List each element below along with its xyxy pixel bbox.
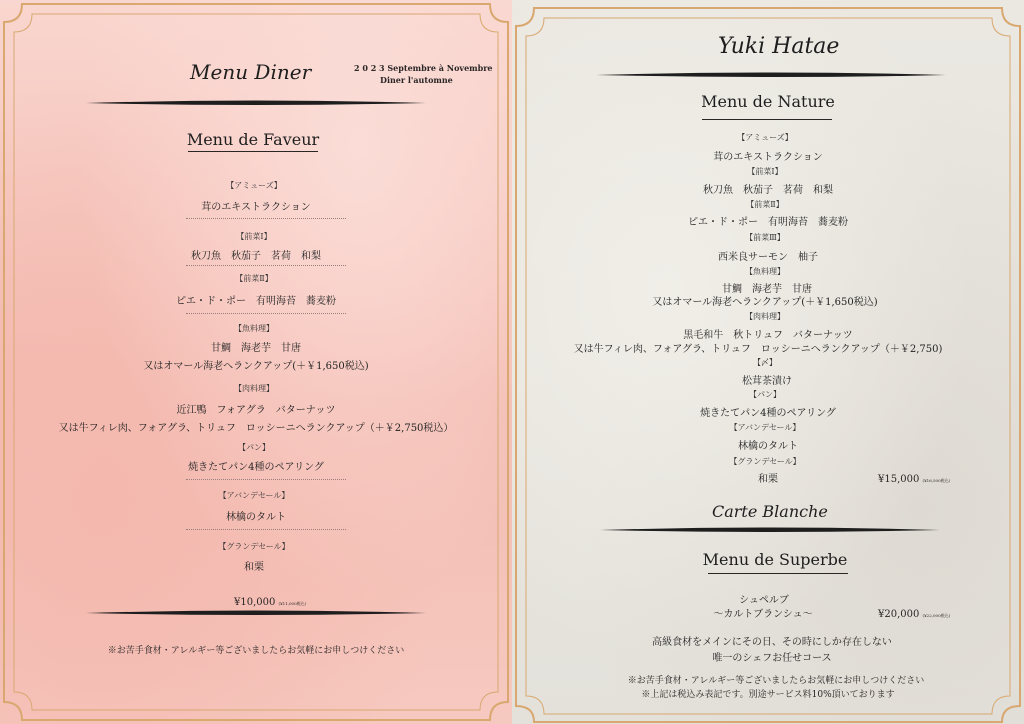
price-value: ¥20,000	[878, 609, 920, 620]
price-tax-included: (¥22,000税込)	[922, 613, 951, 618]
course-item: 西米良サーモン 柚子	[718, 252, 818, 263]
course-category: 【前菜Ⅰ】	[747, 167, 783, 176]
course-item: ピエ・ド・ポー 有明海苔 蕎麦粉	[176, 296, 336, 307]
course-item: 焼きたてパン4種のペアリング	[188, 462, 324, 473]
superbe-subtitle: ～カルトブランシュ～	[713, 609, 813, 620]
course-item-upgrade: 又は牛フィレ肉、フォアグラ、トリュフ ロッシーニへランクアップ（＋￥2,750税込）	[58, 423, 454, 434]
price-value: ¥15,000	[878, 474, 920, 485]
course-category: 【前菜Ⅰ】	[236, 232, 272, 241]
right-menu-panel	[512, 0, 1024, 724]
course-item: 松茸茶漬け	[742, 376, 792, 387]
dotted-separator	[186, 529, 346, 530]
brush-divider	[596, 70, 946, 80]
course-item: 焼きたてパン4種のペアリング	[700, 408, 836, 419]
course-category: 【アバンデセール】	[218, 491, 290, 500]
course-item: 和栗	[758, 474, 778, 485]
script-subtitle: Carte Blanche	[712, 502, 828, 521]
title-underline	[708, 573, 848, 574]
menu-title: Menu de Superbe	[702, 550, 848, 569]
brush-divider	[600, 525, 940, 535]
menu-title: Menu de Faveur	[186, 130, 320, 149]
price-tax-included: (¥11,000税込)	[278, 601, 307, 606]
course-price	[878, 609, 950, 620]
course-category: 【アミューズ】	[737, 133, 793, 142]
course-category: 【グランデセール】	[729, 457, 801, 466]
course-category: 【前菜Ⅱ】	[746, 200, 784, 209]
superbe-name: シュペルブ	[739, 595, 789, 606]
dotted-separator	[186, 218, 346, 219]
course-item-upgrade: 又はオマール海老へランクアップ(＋￥1,650税込)	[652, 297, 878, 308]
menu-title: Menu de Nature	[701, 92, 835, 111]
course-price	[878, 474, 950, 485]
price-tax-included: (¥16,500税込)	[922, 478, 951, 483]
allergy-note: ※お苦手食材・アレルギー等ございましたらお気軽にお申しつけください	[107, 646, 405, 656]
course-category: 【肉料理】	[745, 312, 785, 321]
dotted-separator	[186, 265, 346, 266]
course-item: 黒毛和牛 秋トリュフ バターナッツ	[683, 330, 853, 341]
course-price	[234, 597, 306, 608]
course-description: 高級食材をメインにその日、その時にしか存在しない	[652, 637, 892, 648]
course-category: 【魚料理】	[234, 324, 274, 333]
course-category: 【〆】	[753, 358, 777, 367]
service-charge-note: ※上記は税込み表記です。別途サービス料10%頂いております	[641, 690, 895, 700]
course-item: 秋刀魚 秋茄子 茗荷 和梨	[703, 185, 833, 196]
title-underline	[702, 119, 832, 120]
course-item: 甘鯛 海老芋 甘唐	[211, 343, 301, 354]
script-title: Menu Diner	[190, 60, 312, 84]
course-item: 甘鯛 海老芋 甘唐	[722, 284, 812, 295]
course-description: 唯一のシェフお任せコース	[712, 653, 832, 664]
course-category: 【前菜Ⅱ】	[235, 274, 273, 283]
brush-divider	[86, 608, 426, 618]
dotted-separator	[186, 313, 346, 314]
course-item: 茸のエキストラクション	[713, 152, 823, 163]
course-category: 【パン】	[749, 390, 781, 399]
course-category: 【魚料理】	[745, 267, 785, 276]
course-category: 【グランデセール】	[218, 542, 290, 551]
course-item: ピエ・ド・ポー 有明海苔 蕎麦粉	[688, 217, 848, 228]
course-item: 近江鴨 フォアグラ バターナッツ	[176, 405, 336, 416]
course-item: 和栗	[244, 562, 264, 573]
chef-signature: Yuki Hatae	[718, 34, 840, 59]
dotted-separator	[186, 479, 346, 480]
title-underline	[188, 151, 318, 152]
course-item: 林檎のタルト	[226, 512, 286, 523]
course-category: 【アミューズ】	[226, 181, 282, 190]
course-item-upgrade: 又はオマール海老へランクアップ(＋￥1,650税込)	[143, 361, 369, 372]
course-item: 秋刀魚 秋茄子 茗荷 和梨	[191, 251, 321, 262]
season-name: Diner l'automne	[380, 75, 453, 85]
course-item: 茸のエキストラクション	[201, 202, 311, 213]
brush-divider	[86, 98, 426, 108]
course-category: 【前菜Ⅲ】	[745, 233, 785, 242]
course-item-upgrade: 又は牛フィレ肉、フォアグラ、トリュフ ロッシーニへランクアップ（＋￥2,750)	[573, 344, 943, 355]
course-category: 【パン】	[238, 443, 270, 452]
allergy-note: ※お苦手食材・アレルギー等ございましたらお気軽にお申しつけください	[627, 676, 925, 686]
course-item: 林檎のタルト	[738, 441, 798, 452]
course-category: 【アバンデセール】	[729, 423, 801, 432]
price-value: ¥10,000	[234, 597, 276, 608]
course-category: 【肉料理】	[234, 384, 274, 393]
season-dates: 2 0 2 3 Septembre à Novembre	[354, 63, 493, 73]
